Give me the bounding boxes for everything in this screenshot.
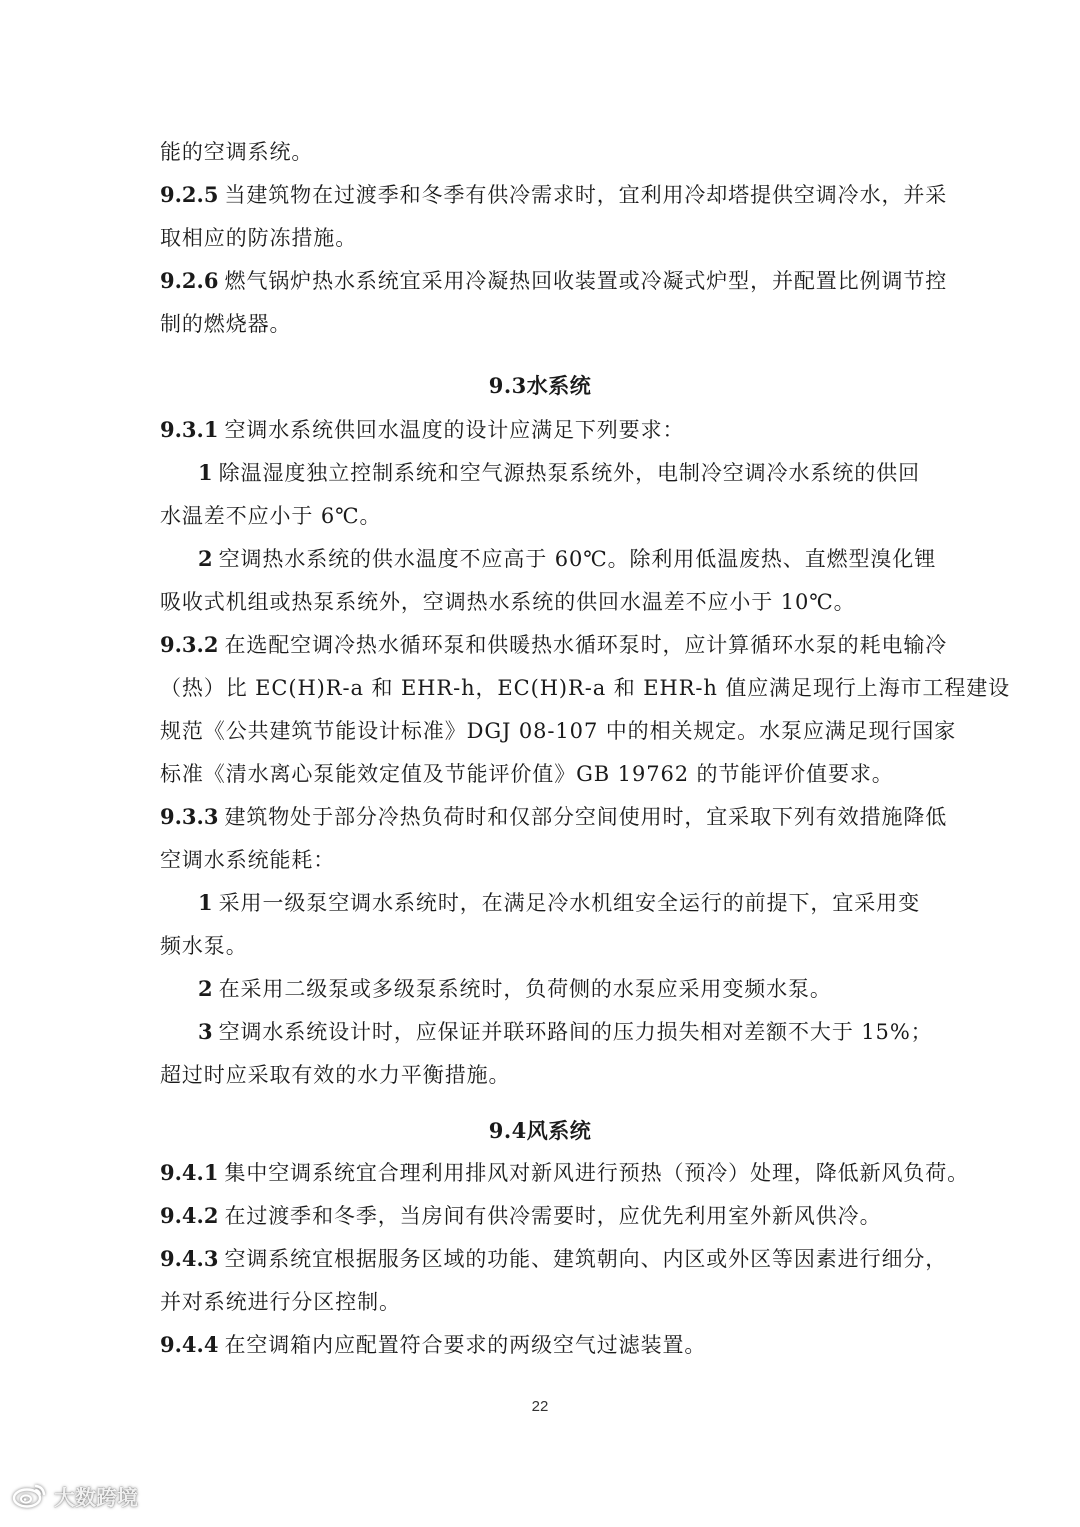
clause-number: 9.2.5 xyxy=(160,182,219,207)
clause-text: 在选配空调冷热水循环泵和供暖热水循环泵时，应计算循环水泵的耗电输冷 xyxy=(224,633,948,657)
item-text: 在采用二级泵或多级泵系统时，负荷侧的水泵应采用变频水泵。 xyxy=(218,977,832,1001)
clause-number: 9.4.3 xyxy=(160,1246,219,1271)
clause-9-4-3-line-2: 并对系统进行分区控制。 xyxy=(160,1290,401,1314)
clause-text: 建筑物处于部分冷热负荷时和仅部分空间使用时，宜采取下列有效措施降低 xyxy=(224,805,948,829)
item-text: 采用一级泵空调水系统时，在满足冷水机组安全运行的前提下，宜采用变 xyxy=(218,891,920,915)
page-number: 22 xyxy=(531,1398,549,1415)
clause-9-3-2-line-3: 规范《公共建筑节能设计标准》DGJ 08-107 中的相关规定。水泵应满足现行国家 xyxy=(160,719,957,743)
item-9-3-1-2-line-1 xyxy=(198,544,937,574)
clause-9-4-3-line-1 xyxy=(160,1244,948,1274)
clause-number: 9.4.4 xyxy=(160,1332,219,1357)
item-9-3-3-1-line-2: 频水泵。 xyxy=(160,934,248,958)
clause-9-3-2-line-2: （热）比 EC(H)R-a 和 EHR-h，EC(H)R-a 和 EHR-h 值应满足现行上海市工程建设 xyxy=(160,676,1011,700)
clause-number: 9.3.1 xyxy=(160,417,219,442)
clause-9-4-1 xyxy=(160,1158,970,1188)
item-text: 除温湿度独立控制系统和空气源热泵系统外，电制冷空调冷水系统的供回 xyxy=(218,461,920,485)
clause-number: 9.2.6 xyxy=(160,268,219,293)
clause-9-3-2-line-4: 标准《清水离心泵能效定值及节能评价值》GB 19762 的节能评价值要求。 xyxy=(160,762,894,786)
clause-9-4-4 xyxy=(160,1330,920,1360)
clause-number: 9.3.2 xyxy=(160,632,219,657)
item-number: 1 xyxy=(198,890,213,915)
clause-9-3-3-line-1 xyxy=(160,802,948,832)
clause-text: 空调系统宜根据服务区域的功能、建筑朝向、内区或外区等因素进行细分， xyxy=(224,1247,948,1271)
item-text: 空调水系统设计时，应保证并联环路间的压力损失相对差额不大于 15%； xyxy=(218,1020,933,1044)
item-9-3-1-1-line-2: 水温差不应小于 6℃。 xyxy=(160,504,382,528)
clause-9-3-1 xyxy=(160,415,920,445)
clause-number: 9.4.2 xyxy=(160,1203,219,1228)
item-9-3-3-3-line-2: 超过时应采取有效的水力平衡措施。 xyxy=(160,1063,511,1087)
item-9-3-3-3-line-1 xyxy=(198,1017,933,1047)
item-9-3-3-2 xyxy=(198,974,920,1004)
clause-text: 在过渡季和冬季，当房间有供冷需要时，应优先利用室外新风供冷。 xyxy=(224,1204,882,1228)
clause-text: 集中空调系统宜合理利用排风对新风进行预热（预冷）处理，降低新风负荷。 xyxy=(224,1161,970,1185)
clause-9-3-2-line-1 xyxy=(160,630,948,660)
item-number: 2 xyxy=(198,976,213,1001)
section-heading-9-3: 9.3水系统 xyxy=(488,373,592,398)
clause-9-2-5-line-2: 取相应的防冻措施。 xyxy=(160,226,358,250)
clause-text: 空调水系统供回水温度的设计应满足下列要求： xyxy=(224,418,685,442)
item-9-3-1-1-line-1 xyxy=(198,458,920,488)
intro-line: 能的空调系统。 xyxy=(160,140,314,164)
clause-9-3-3-line-2: 空调水系统能耗： xyxy=(160,848,336,872)
item-text: 空调热水系统的供水温度不应高于 60℃。除利用低温废热、直燃型溴化锂 xyxy=(218,547,937,571)
clause-text: 燃气锅炉热水系统宜采用冷凝热回收装置或冷凝式炉型，并配置比例调节控 xyxy=(224,269,948,293)
weibo-logo-icon xyxy=(12,1482,48,1513)
clause-number: 9.3.3 xyxy=(160,804,219,829)
item-number: 2 xyxy=(198,546,213,571)
watermark-text: 大数跨境 xyxy=(54,1486,138,1510)
clause-text: 当建筑物在过渡季和冬季有供冷需求时，宜利用冷却塔提供空调冷水，并采 xyxy=(224,183,948,207)
watermark xyxy=(12,1482,138,1512)
clause-text: 在空调箱内应配置符合要求的两级空气过滤装置。 xyxy=(224,1333,707,1357)
item-number: 3 xyxy=(198,1019,213,1044)
section-heading-9-4: 9.4风系统 xyxy=(488,1118,592,1143)
clause-9-2-6-line-1 xyxy=(160,266,948,296)
clause-9-2-6-line-2: 制的燃烧器。 xyxy=(160,312,292,336)
clause-number: 9.4.1 xyxy=(160,1160,219,1185)
item-number: 1 xyxy=(198,460,213,485)
clause-9-2-5-line-1 xyxy=(160,180,948,210)
item-9-3-1-2-line-2: 吸收式机组或热泵系统外，空调热水系统的供回水温差不应小于 10℃。 xyxy=(160,590,856,614)
clause-9-4-2 xyxy=(160,1201,920,1231)
item-9-3-3-1-line-1 xyxy=(198,888,920,918)
